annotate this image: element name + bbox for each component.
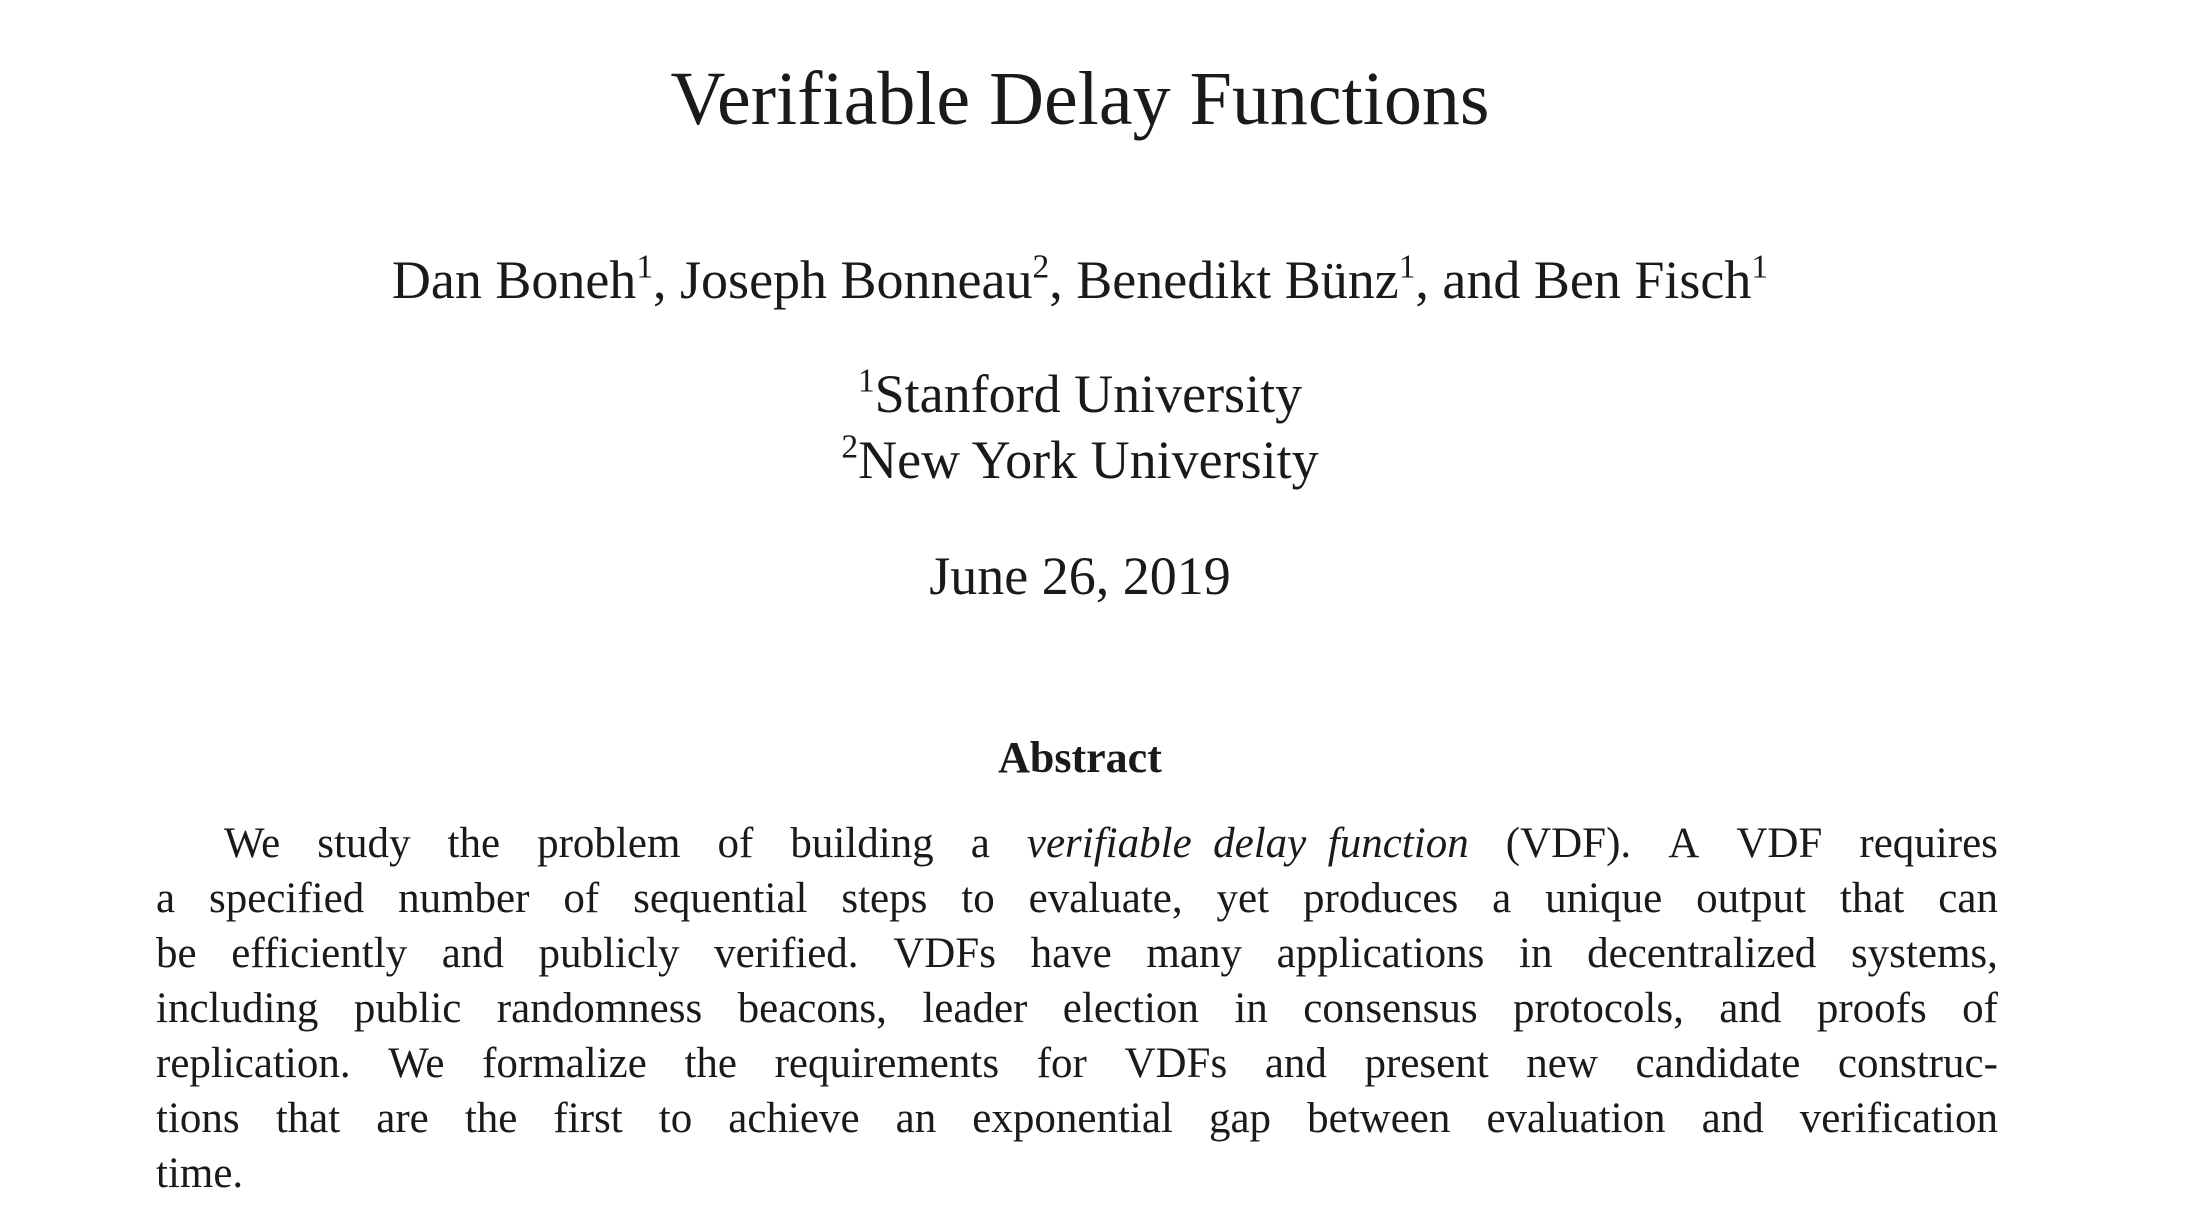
author-list — [0, 248, 2160, 313]
abstract-word: the — [464, 1095, 518, 1142]
abstract-word: the — [684, 1040, 737, 1087]
author-name: Dan Boneh — [391, 250, 637, 310]
abstract-word: gap — [1208, 1095, 1272, 1142]
abstract-heading: Abstract — [998, 733, 1162, 782]
abstract-word: and — [1264, 1040, 1327, 1087]
abstract-word: proofs — [1816, 985, 1927, 1032]
abstract-word: time. — [156, 1150, 244, 1197]
affiliation — [0, 428, 2160, 493]
abstract-word: number — [398, 875, 530, 922]
abstract-word: and — [1701, 1095, 1764, 1142]
abstract-word: and — [441, 930, 504, 977]
abstract-line — [156, 1036, 1998, 1091]
affiliation-mark: 2 — [841, 428, 859, 466]
abstract-word: output — [1696, 875, 1806, 922]
abstract-word: present — [1364, 1040, 1489, 1087]
abstract-word: protocols, — [1513, 985, 1684, 1032]
abstract-word: exponential — [972, 1095, 1173, 1142]
abstract-word: verified. — [714, 930, 859, 977]
abstract-word: between — [1307, 1095, 1451, 1142]
abstract-word: and — [1719, 985, 1782, 1032]
abstract-word: for — [1036, 1040, 1087, 1087]
affiliation-mark: 1 — [857, 362, 875, 400]
author-affiliation-mark: 2 — [1032, 248, 1050, 286]
abstract-word: evaluate, — [1028, 875, 1183, 922]
abstract-word: study — [317, 820, 411, 867]
abstract-word: have — [1030, 930, 1112, 977]
abstract-word: unique — [1545, 875, 1663, 922]
abstract-word: are — [376, 1095, 429, 1142]
abstract-word: a — [970, 820, 990, 867]
abstract-word: first — [553, 1095, 623, 1142]
abstract-word: verification — [1799, 1095, 1998, 1142]
abstract-word: tions — [156, 1095, 240, 1142]
author-name: Joseph Bonneau — [680, 250, 1033, 310]
author-separator: , and — [1415, 250, 1534, 310]
abstract-word: VDFs — [893, 930, 996, 977]
abstract-line — [156, 981, 1998, 1036]
abstract-word: consensus — [1303, 985, 1478, 1032]
affiliation-name: Stanford University — [874, 364, 1303, 424]
abstract-word: evaluation — [1486, 1095, 1666, 1142]
abstract-word: construc- — [1837, 1040, 1998, 1087]
abstract-word: many — [1146, 930, 1242, 977]
abstract-line — [156, 816, 1998, 871]
author-name: Benedikt Bünz — [1076, 250, 1399, 310]
abstract-word: applications — [1276, 930, 1485, 977]
abstract-word: requires — [1859, 820, 1998, 867]
abstract-word: efficiently — [231, 930, 408, 977]
abstract-word: to — [658, 1095, 693, 1142]
abstract-word: publicly — [538, 930, 680, 977]
abstract-word: steps — [841, 875, 928, 922]
abstract-word: a — [1492, 875, 1512, 922]
abstract-word: verifiable delay function — [1026, 820, 1469, 867]
abstract-line — [156, 1091, 1998, 1146]
abstract-word: formalize — [482, 1040, 647, 1087]
abstract-word: We — [388, 1040, 445, 1087]
abstract-word: be — [156, 930, 197, 977]
author-affiliation-mark: 1 — [636, 248, 654, 286]
abstract-word: sequential — [633, 875, 808, 922]
paper-title: Verifiable Delay Functions — [670, 57, 1490, 141]
abstract-word: new — [1526, 1040, 1598, 1087]
author-affiliation-mark: 1 — [1398, 248, 1416, 286]
abstract-word: systems, — [1850, 930, 1998, 977]
abstract-word: VDF — [1736, 820, 1823, 867]
abstract-word: to — [961, 875, 995, 922]
author-separator: , — [653, 250, 681, 310]
abstract-word: of — [1962, 985, 1998, 1032]
abstract-word: A — [1668, 820, 1700, 867]
abstract-line — [156, 871, 1998, 926]
abstract-word: public — [353, 985, 462, 1032]
abstract-word: can — [1938, 875, 1998, 922]
abstract-word: the — [447, 820, 501, 867]
abstract-word: candidate — [1635, 1040, 1801, 1087]
abstract-word: decentralized — [1587, 930, 1817, 977]
abstract-word: of — [563, 875, 600, 922]
abstract-body — [156, 816, 1998, 1201]
abstract-word: specified — [209, 875, 365, 922]
abstract-word: produces — [1302, 875, 1459, 922]
affiliation — [0, 362, 2160, 427]
affiliation-name: New York University — [858, 430, 1319, 490]
abstract-word: replication. — [156, 1040, 351, 1087]
abstract-word: (VDF). — [1505, 820, 1632, 867]
author-separator: , — [1049, 250, 1077, 310]
abstract-word: in — [1234, 985, 1268, 1032]
abstract-word: a — [156, 875, 176, 922]
abstract-word: an — [895, 1095, 937, 1142]
abstract-word: We — [224, 820, 281, 867]
abstract-word: that — [1839, 875, 1905, 922]
abstract-word: achieve — [728, 1095, 860, 1142]
abstract-word: building — [790, 820, 934, 867]
author-affiliation-mark: 1 — [1751, 248, 1769, 286]
abstract-word: VDFs — [1124, 1040, 1228, 1087]
abstract-line — [156, 926, 1998, 981]
abstract-word: requirements — [774, 1040, 1000, 1087]
abstract-word: that — [275, 1095, 341, 1142]
abstract-line — [156, 1146, 1998, 1201]
abstract-word: beacons, — [737, 985, 887, 1032]
abstract-word: including — [156, 985, 319, 1032]
publication-date: June 26, 2019 — [929, 546, 1231, 606]
abstract-word: yet — [1216, 875, 1270, 922]
abstract-word: randomness — [496, 985, 703, 1032]
abstract-word: in — [1519, 930, 1553, 977]
abstract-word: problem — [537, 820, 681, 867]
abstract-word: of — [717, 820, 754, 867]
author-name: Ben Fisch — [1533, 250, 1752, 310]
abstract-word: leader — [922, 985, 1028, 1032]
abstract-word: election — [1062, 985, 1199, 1032]
